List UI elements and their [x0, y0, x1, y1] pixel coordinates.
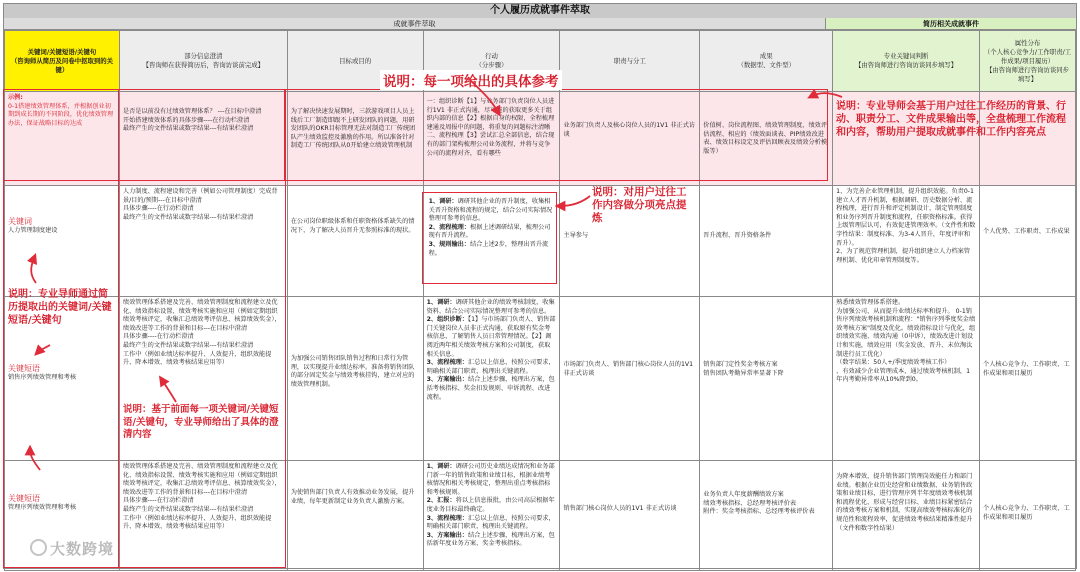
- duty-cell: 销售部门核心岗位人员的1V1 非正式访谈: [560, 461, 700, 571]
- callout-left: 说明：专业导师通过简历提取出的关键词/关键短语/关键句: [8, 289, 112, 326]
- duty-cell: 主导参与: [560, 186, 700, 297]
- header-duty: 职责与分工: [560, 31, 700, 92]
- example-duty-cell: 业务部门负责人及核心岗位人员的1V1 非正式访谈: [560, 92, 700, 186]
- goal-cell: 为使销售部门负责人有效推动业务发展，提升业绩，每年更新制定业务负责人激励方案。: [287, 461, 423, 571]
- callout-action: 说明：每一项给出的具体参考: [380, 70, 562, 90]
- keyword-tag: 关键短语: [8, 364, 40, 373]
- example-clarify-cell: 是否是以前没有过绩效管理体系？ ---在目标中澄清 开始搭建绩效体系的具体步骤----在行动栏澄清 最终产生的文件结果或数字结果---有结果栏澄清: [119, 92, 287, 186]
- callout-professional: 说明：专业导师会基于用户过往工作经历的背景、行动、职责分工、文件成果输出等，全盘梳理工作流程和内容，帮助用户提取成就事件和工作内容亮点: [836, 101, 1066, 138]
- clarify-cell: 人力制度、流程建设和完善（例如公司管理制度）完成背景/目的/预期---在目标中澄清 具体步骤----在行动栏澄清 最终产生的文件结果或数字结果---有结果栏澄清: [119, 186, 287, 297]
- result-cell: 晋升流程、晋升资格条件: [700, 186, 833, 297]
- goal-cell: 在公司岗位职级体系和任职资格体系缺失的情况下，为了解决人员晋升无参照标准的现状。: [287, 186, 423, 297]
- section-header-resume: 简历相关成就事件: [826, 18, 1076, 30]
- action-cell: [423, 297, 560, 461]
- clarify-cell: 绩效管理体系搭建及完善、绩效管理制度和流程建立及优化、绩效指标设置、绩效考核实施和应用（例如定期组织绩效考核评定，收集汇总绩效考评信息、核算绩效奖金），绩效改进等工作的背景和目标---在目标中澄清 具体步骤----在行动栏澄清 最终产生的文件结果或数字结果---有结果栏澄清 工作中（例如业绩达标率提升、人效提升、组织效能提升、降本增效、绩效考核结果应用等）: [119, 297, 287, 461]
- callout-clarify: 说明：基于前面每一项关键词/关键短语/关键句，专业导师给出了具体的澄清内容: [123, 404, 283, 442]
- action-cell: [423, 461, 560, 571]
- keyword-cell: [5, 186, 120, 297]
- sheet-title: 个人履历成就事件萃取: [4, 4, 1076, 19]
- duty-cell: 市场部门负责人、销售部门核心岗位人员的1V1 非正式访谈: [560, 297, 700, 461]
- result-cell: 销售部门定性奖金考核方案 销售团队考勤异常率显著下降: [700, 297, 833, 461]
- header-clarify: 部分信息澄清 【咨询师在获得简历后，咨询访谈前完成】: [119, 31, 287, 92]
- example-result-cell: 价值树、岗位流程图、绩效管理制度、绩效评估流程、相应的（绩效面谈表、PIP绩效改进表、绩效目标设定及评估回顾表及绩效分析模版等）: [700, 92, 833, 186]
- keyword-text: 人力管理制度建设: [8, 227, 58, 234]
- section-header-extract: 成就事件萃取: [4, 18, 826, 30]
- professional-cell: 为降本增效，提升销售部门管理岗效能任力和部门业绩。根据企业历史经营和业绩数据、业务销售政策和业绩目标，进行管理序列半年度绩效考核机制和流程优化，形成与经营目标、业绩目标紧密结合的绩效考核方案和机制，实现高绩效考核标准化的规范性和流程效率，促进绩效考核结果精准性提升（文件和数字性结果）: [833, 461, 980, 571]
- keyword-tag: 关键短语: [8, 494, 40, 503]
- example-keyword-text: 0-1搭建绩效管理体系，并根据创业初期到成长期的不同阶段，优化绩效管理办法，保证战略目标的达成: [8, 102, 114, 127]
- header-attribute: 属性分布 （个人核心竞争力/工作职责/工作成果/项目履历） 【由咨询师进行咨询访谈同步填写】: [980, 31, 1076, 92]
- action-steps: 1、调研：调研其他企业的绩效考核制度，收集资料，结合公司实际情况整理可参考的信息。 2、组织诊断：【1】与市场部门负责人、销售部门关键岗位人员非正式沟通，获取原有奖金考核信息，了解销售人员日常管理情况。【2】调阅近两年相关绩效考核方案和公司制度，获取相关信息。 3、流程梳理：汇总以上信息，按照公司要求，明确相关部门职责，梳理出关键流程。 3、方案输出：结合上述步骤，梳理出方案，包括考核指标、奖金扣发规则、申诉流程、改进流程。: [426, 299, 556, 401]
- professional-cell: 1、为完善企业管理机制，提升组织效能。负责0-1建立人才晋升机制，根据调研、历史数据分析、流程梳理，进行晋升和评定机制设计，制定管理制度和业务序列晋升制度和流程，任职资格标准。获得上级管理层认可，有效促进管理效率。（文件性和数字性结果：制度标准、为3-4人晋升，年度评审和晋升）。 2、为了规范管理机制，提升组织建立人力档案管理机制、优化印章管理制度等。: [833, 186, 980, 297]
- action-steps: 1、调研：调研其他企业的晋升制度，收集相关晋升资格和流程的规定，结合公司实际情况整理可参考的信息。 2、流程梳理：根据上述调研结果，梳理公司现有晋升流程。 3、规则输出：结合上述2步，整理出晋升流程。: [428, 198, 553, 257]
- action-steps: 1、调研：调研公司历史业绩达成情况和业务部门新一年的销售政策和业绩目标，根据业绩考核情况和相关考核规定，整理出重点考核指标和考核规则。 2、汇报：将以上信息报批，由公司高层根据年度业务目标最终确定。 3、流程梳理：汇总以上信息，按照公司要求，明确相关部门职责，梳理出关键流程。 3、方案输出：结合上述步骤，梳理出方案，包括新年度业务方案、奖金考核指标。: [426, 463, 555, 548]
- table-row: [5, 186, 1076, 297]
- attribute-cell: 个人核心竞争力、工作职责、工作成果和项目履历: [980, 461, 1076, 571]
- goal-cell: 为加强公司销售团队销售过程和日常行为管理，以实现提升业绩达标率。准备将销售团队的部分固定奖金与绩效考核挂钩，建立对应的绩效管理机制。: [287, 297, 423, 461]
- result-cell: 业务负责人年度薪酬绩效方案 绩效考核指标、总经理考核评价表 附件：奖金考核指标、总经理考核评价表: [700, 461, 833, 571]
- header-goal: 目标或目的: [287, 31, 423, 92]
- header-result: 成果 （数据型、文件型）: [700, 31, 833, 92]
- watermark-logo: 大数跨境: [30, 538, 114, 559]
- example-action-cell: 一：组织诊断【1】与业务部门负责岗位人员进行1V1 非正式沟通，尽可能的获取更多关于组织内部的信息【2】根据自身的权限，全程梳理建通及周报中的问题，将重复的问题标注清晰 二、流程梳理【3】尝试汇总全部信息，结合现有的部门架构梳理公司业务流程，并将与竞争公司的流程对齐，看有哪些: [423, 92, 560, 186]
- attribute-cell: 个人核心竞争力、工作职责、工作成果和项目履历: [980, 297, 1076, 461]
- table-row: [5, 461, 1076, 571]
- action-cell: [423, 186, 560, 297]
- example-label: 示例:: [8, 94, 23, 101]
- attribute-cell: 个人优势、工作职责、工作成果: [980, 186, 1076, 297]
- clarify-cell: 绩效管理体系搭建及完善、绩效管理制度和流程建立及优化、绩效指标设置、绩效考核实施和应用（例如定期组织绩效考核评定，收集汇总绩效考评信息、核算绩效奖金），绩效改进等工作的背景和目标---在目标中澄清 具体步骤----在行动栏澄清 最终产生的文件结果或数字结果---有结果栏澄清 工作中（例如业绩达标率提升、人效提升、组织效能提升、降本增效、绩效考核结果应用等）: [119, 461, 287, 571]
- header-keyword: 关键词/关键短语/关键句 （咨询师从简历及问卷中抠取到的关键）: [5, 31, 120, 92]
- header-action: 行动 （分步骤）: [423, 31, 560, 92]
- keyword-tag: 关键词: [8, 217, 32, 226]
- keyword-text: 管理序列绩效管理和考核: [8, 504, 77, 511]
- professional-cell: 熟悉绩效管理体系搭建。 为加强公司，从而提升业绩达标率和提升。 0-1销售序列绩效考核机制和流程："销售序列季度奖金绩效考核方案"制度及优化。绩效指标设计与优化，组织绩效实施、绩效沟通（0申诉），绩效改进计划设计和实施，绩效应用（奖金发放、晋升、末位淘汰制进行员工优化） （数字结果：50人+/季度绩效考核工作） 、有效减少企业管理成本，通过绩效考核机制，1年内考勤异常率从10%降到0。: [833, 297, 980, 461]
- example-goal-cell: 为了解决快速发展期时，三款游戏项目人员上线后工厂制造即跟不上研发团队的问题，用研发团队的OKR目标管理无法对制造工厂传统团队产生绩效监控及激励的作用。所以准备针对制造工厂传统团队从0开始建立绩效管理机制: [287, 92, 423, 186]
- logo-icon: [30, 539, 47, 556]
- header-professional: 专业关键词判断 【由咨询师进行咨询访谈同步填写】: [833, 31, 980, 92]
- keyword-text: 销售序列绩效管理和考核: [8, 374, 77, 381]
- example-keyword-cell: [5, 92, 120, 186]
- callout-row2: 说明：对用户过往工作内容做分项亮点提炼: [592, 186, 692, 225]
